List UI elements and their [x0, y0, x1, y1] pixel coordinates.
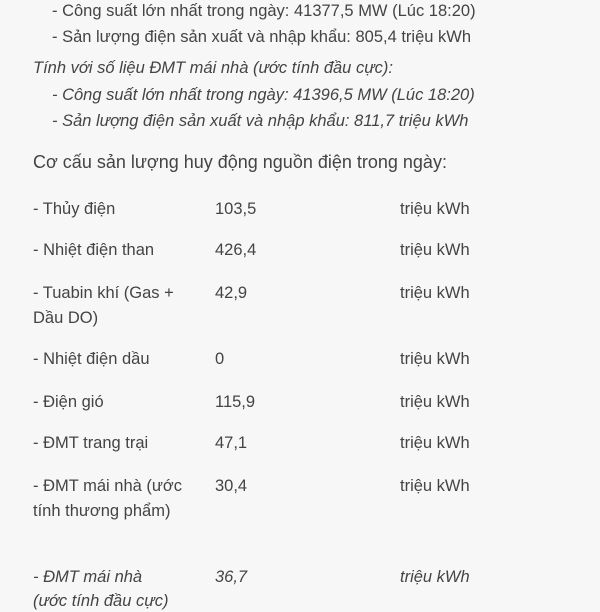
row-value: 30,4 — [215, 477, 248, 495]
row-label: - Nhiệt điện than — [33, 241, 155, 259]
row-value: 42,9 — [215, 284, 248, 302]
max-capacity-text: - Công suất lớn nhất trong ngày: 41377,5 MW (Lúc 18:20) — [52, 2, 476, 20]
row-unit: triệu kWh — [400, 477, 470, 495]
row-unit: triệu kWh — [400, 350, 470, 368]
row-unit: triệu kWh — [400, 241, 470, 259]
row-unit: triệu kWh — [400, 284, 470, 302]
rooftop-max-capacity-text: - Công suất lớn nhất trong ngày: 41396,5 MW (Lúc 18:20) — [52, 86, 475, 104]
row-value: 0 — [215, 350, 225, 368]
row-unit: triệu kWh — [400, 568, 470, 586]
row-value: 426,4 — [215, 241, 257, 259]
row-unit: triệu kWh — [400, 200, 470, 218]
rooftop-heading: Tính với số liệu ĐMT mái nhà (ước tính đầu cực): — [33, 59, 393, 77]
row-unit: triệu kWh — [400, 393, 470, 411]
row-unit: triệu kWh — [400, 434, 470, 452]
row-label: - ĐMT trang trại — [33, 434, 149, 452]
row-label: - Điện gió — [33, 393, 104, 411]
row-label: - ĐMT mái nhà (ước tính thương phẩm) — [33, 477, 182, 520]
row-label: - Tuabin khí (Gas + Dầu DO) — [33, 284, 174, 327]
structure-title: Cơ cấu sản lượng huy động nguồn điện trong ngày: — [33, 152, 447, 172]
rooftop-production-text: - Sản lượng điện sản xuất và nhập khẩu: 811,7 triệu kWh — [52, 112, 469, 130]
row-value: 115,9 — [215, 393, 256, 411]
production-text: - Sản lượng điện sản xuất và nhập khẩu: 805,4 triệu kWh — [52, 28, 472, 46]
row-label: - Thủy điện — [33, 200, 116, 218]
row-value: 36,7 — [215, 568, 248, 586]
row-value: 47,1 — [215, 434, 248, 452]
row-value: 103,5 — [215, 200, 257, 218]
cut-off-text: (ước tính đầu cực) — [33, 592, 169, 610]
row-label: - ĐMT mái nhà — [33, 568, 143, 586]
row-label: - Nhiệt điện dầu — [33, 350, 150, 368]
